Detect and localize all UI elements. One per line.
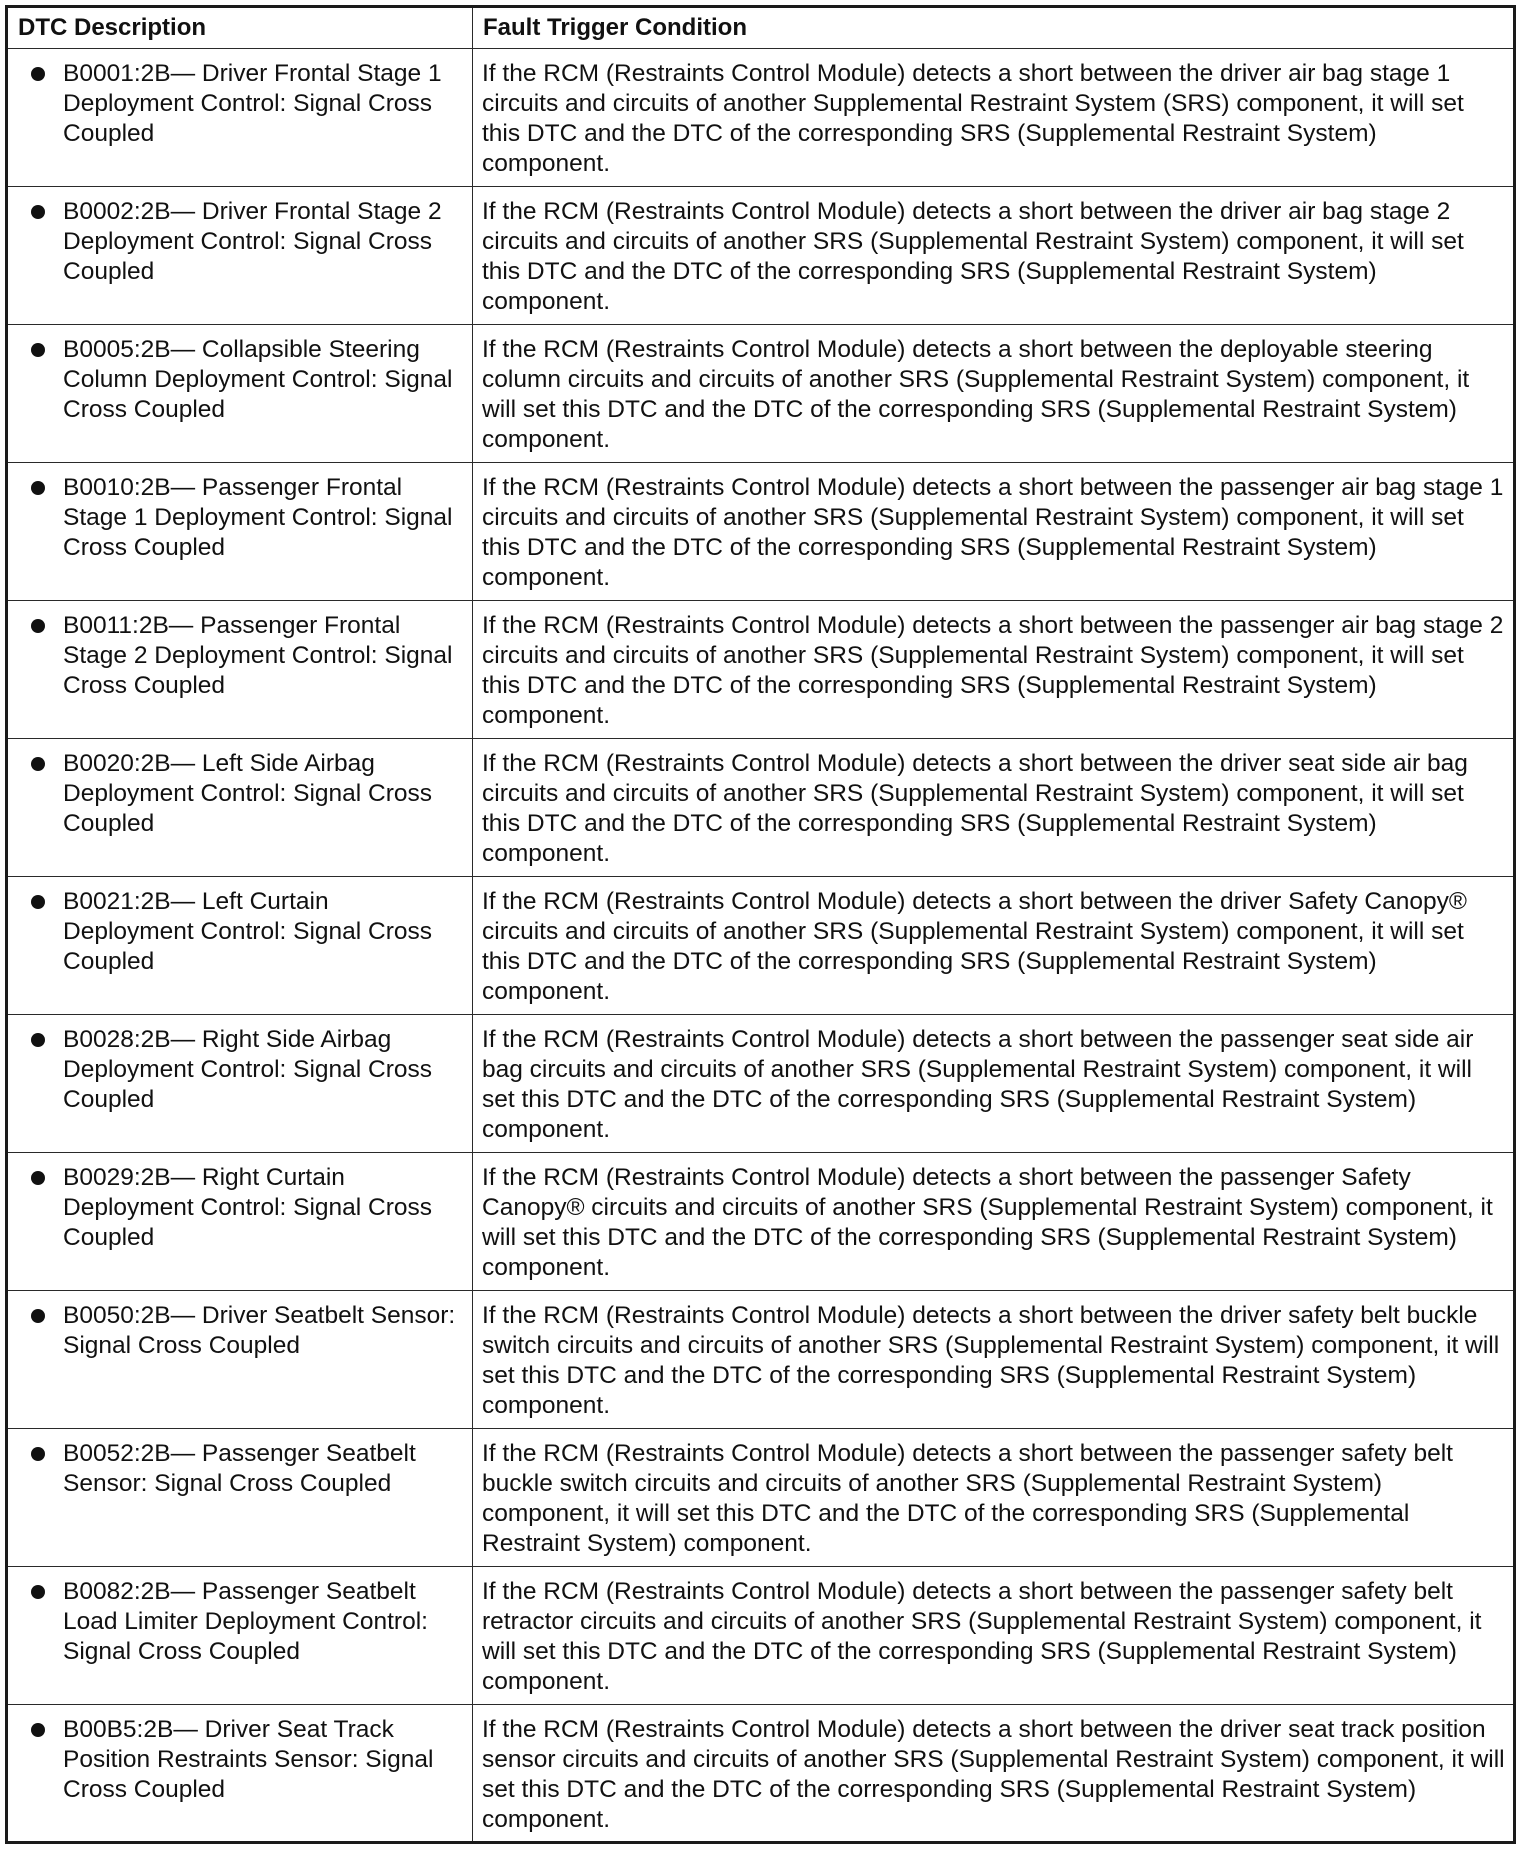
dtc-description-item [31,887,464,977]
dtc-description-cell [7,187,473,325]
fault-trigger-condition-text: If the RCM (Restraints Control Module) detects a short between the passenger safety belt buckle switch circuits and circuits of another SRS (Supplemental Restraint System) component, it will set this DTC and the DTC of the corresponding SRS (Supplemental Restraint System) component. [473,1429,1515,1567]
table-header [7,7,1515,49]
dtc-description-item [31,611,464,701]
dtc-description-text: B0011:2B— Passenger Frontal Stage 2 Deployment Control: Signal Cross Coupled [63,612,453,699]
header-fault-trigger-condition: Fault Trigger Condition [473,7,1515,49]
table-row [7,49,1515,187]
fault-trigger-condition-text: If the RCM (Restraints Control Module) detects a short between the deployable steering column circuits and circuits of another SRS (Supplemental Restraint System) component, it will set this DTC and the DTC of the corresponding SRS (Supplemental Restraint System) component. [473,325,1515,463]
fault-trigger-condition-text: If the RCM (Restraints Control Module) detects a short between the driver air bag stage 1 circuits and circuits of another Supplemental Restraint System (SRS) component, it will set this DTC and the DTC of the corresponding SRS (Supplemental Restraint System) component. [473,49,1515,187]
dtc-description-cell [7,739,473,877]
dtc-description-item [31,1439,464,1499]
bullet-icon [31,205,45,219]
bullet-icon [31,619,45,633]
table-row [7,601,1515,739]
dtc-description-cell [7,601,473,739]
dtc-description-item [31,59,464,149]
bullet-icon [31,1447,45,1461]
table-row [7,739,1515,877]
header-row [7,7,1515,49]
table-row [7,463,1515,601]
fault-trigger-condition-text: If the RCM (Restraints Control Module) detects a short between the passenger air bag stage 1 circuits and circuits of another SRS (Supplemental Restraint System) component, it will set this DTC and the DTC of the corresponding SRS (Supplemental Restraint System) component. [473,463,1515,601]
table-body [7,49,1515,1843]
fault-trigger-condition-text: If the RCM (Restraints Control Module) detects a short between the driver seat side air bag circuits and circuits of another SRS (Supplemental Restraint System) component, it will set this DTC and the DTC of the corresponding SRS (Supplemental Restraint System) component. [473,739,1515,877]
fault-trigger-condition-text: If the RCM (Restraints Control Module) detects a short between the passenger seat side air bag circuits and circuits of another SRS (Supplemental Restraint System) component, it will set this DTC and the DTC of the corresponding SRS (Supplemental Restraint System) component. [473,1015,1515,1153]
dtc-description-cell [7,325,473,463]
dtc-description-text: B0001:2B— Driver Frontal Stage 1 Deployment Control: Signal Cross Coupled [63,60,442,147]
dtc-description-item [31,1577,464,1667]
header-dtc-description: DTC Description [7,7,473,49]
dtc-description-cell [7,1015,473,1153]
dtc-description-text: B0082:2B— Passenger Seatbelt Load Limiter Deployment Control: Signal Cross Coupled [63,1578,428,1665]
dtc-description-item [31,1301,464,1361]
table-row [7,877,1515,1015]
table-row [7,1015,1515,1153]
table-row [7,325,1515,463]
dtc-description-cell [7,1153,473,1291]
fault-trigger-condition-text: If the RCM (Restraints Control Module) detects a short between the driver seat track position sensor circuits and circuits of another SRS (Supplemental Restraint System) component, it will set this DTC and the DTC of the corresponding SRS (Supplemental Restraint System) component. [473,1705,1515,1843]
dtc-description-item [31,749,464,839]
dtc-description-text: B0020:2B— Left Side Airbag Deployment Control: Signal Cross Coupled [63,750,433,837]
dtc-description-text: B0050:2B— Driver Seatbelt Sensor: Signal Cross Coupled [63,1302,456,1359]
table-row [7,1291,1515,1429]
dtc-description-cell [7,463,473,601]
dtc-description-item [31,197,464,287]
table-row [7,1429,1515,1567]
dtc-description-text: B0029:2B— Right Curtain Deployment Control: Signal Cross Coupled [63,1164,433,1251]
dtc-description-text: B00B5:2B— Driver Seat Track Position Restraints Sensor: Signal Cross Coupled [63,1716,434,1803]
dtc-description-item [31,335,464,425]
fault-trigger-condition-text: If the RCM (Restraints Control Module) detects a short between the driver Safety Canopy® circuits and circuits of another SRS (Supplemental Restraint System) component, it will set this DTC and the DTC of the corresponding SRS (Supplemental Restraint System) component. [473,877,1515,1015]
fault-trigger-condition-text: If the RCM (Restraints Control Module) detects a short between the driver safety belt buckle switch circuits and circuits of another SRS (Supplemental Restraint System) component, it will set this DTC and the DTC of the corresponding SRS (Supplemental Restraint System) component. [473,1291,1515,1429]
fault-trigger-condition-text: If the RCM (Restraints Control Module) detects a short between the passenger safety belt retractor circuits and circuits of another SRS (Supplemental Restraint System) component, it will set this DTC and the DTC of the corresponding SRS (Supplemental Restraint System) component. [473,1567,1515,1705]
dtc-description-text: B0005:2B— Collapsible Steering Column Deployment Control: Signal Cross Coupled [63,336,453,423]
dtc-description-text: B0021:2B— Left Curtain Deployment Control: Signal Cross Coupled [63,888,433,975]
dtc-description-item [31,1025,464,1115]
bullet-icon [31,757,45,771]
dtc-description-text: B0010:2B— Passenger Frontal Stage 1 Deployment Control: Signal Cross Coupled [63,474,453,561]
dtc-table [5,5,1516,1844]
fault-trigger-condition-text: If the RCM (Restraints Control Module) detects a short between the driver air bag stage 2 circuits and circuits of another SRS (Supplemental Restraint System) component, it will set this DTC and the DTC of the corresponding SRS (Supplemental Restraint System) component. [473,187,1515,325]
dtc-description-text: B0002:2B— Driver Frontal Stage 2 Deployment Control: Signal Cross Coupled [63,198,442,285]
dtc-description-text: B0028:2B— Right Side Airbag Deployment Control: Signal Cross Coupled [63,1026,433,1113]
dtc-description-cell [7,49,473,187]
fault-trigger-condition-text: If the RCM (Restraints Control Module) detects a short between the passenger air bag stage 2 circuits and circuits of another SRS (Supplemental Restraint System) component, it will set this DTC and the DTC of the corresponding SRS (Supplemental Restraint System) component. [473,601,1515,739]
dtc-description-item [31,1715,464,1805]
bullet-icon [31,481,45,495]
bullet-icon [31,1033,45,1047]
bullet-icon [31,1171,45,1185]
bullet-icon [31,67,45,81]
dtc-description-cell [7,1705,473,1843]
bullet-icon [31,1723,45,1737]
fault-trigger-condition-text: If the RCM (Restraints Control Module) detects a short between the passenger Safety Canopy® circuits and circuits of another SRS (Supplemental Restraint System) component, it will set this DTC and the DTC of the corresponding SRS (Supplemental Restraint System) component. [473,1153,1515,1291]
table-row [7,1567,1515,1705]
table-row [7,1705,1515,1843]
dtc-description-cell [7,877,473,1015]
dtc-description-cell [7,1567,473,1705]
dtc-description-item [31,473,464,563]
dtc-description-cell [7,1429,473,1567]
bullet-icon [31,895,45,909]
bullet-icon [31,343,45,357]
bullet-icon [31,1309,45,1323]
table-row [7,187,1515,325]
dtc-description-item [31,1163,464,1253]
dtc-description-cell [7,1291,473,1429]
table-row [7,1153,1515,1291]
bullet-icon [31,1585,45,1599]
dtc-description-text: B0052:2B— Passenger Seatbelt Sensor: Signal Cross Coupled [63,1440,416,1497]
